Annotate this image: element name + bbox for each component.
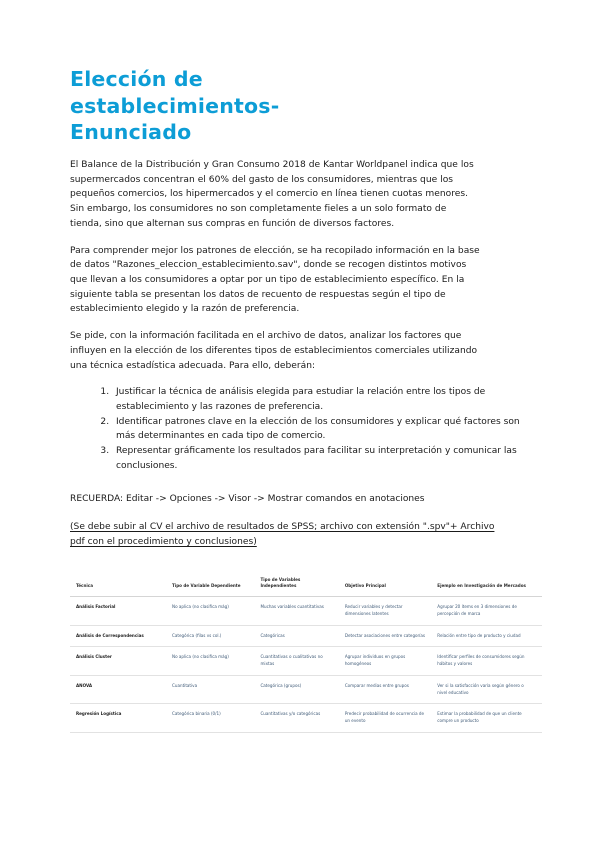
table-cell: Categóricas	[260, 625, 344, 647]
table-cell: Identificar perfiles de consumidores según hábitos y valores	[437, 647, 542, 676]
table-row	[70, 704, 542, 733]
table-cell: Comparar medias entre grupos	[345, 675, 437, 704]
table-cell: Estimar la probabilidad de que un cliente compre un producto	[437, 704, 542, 733]
table-body	[70, 597, 542, 733]
table-cell: Análisis Cluster	[70, 647, 172, 676]
techniques-table	[70, 568, 542, 733]
table-cell: Agrupar individuos en grupos homogéneos	[345, 647, 437, 676]
table-cell: Regresión Logística	[70, 704, 172, 733]
table-cell: Cuantitativas y/o categóricas	[260, 704, 344, 733]
table-cell: No aplica (no clasifica mág)	[172, 597, 260, 626]
table-cell: Detectar asociaciones entre categorías	[345, 625, 437, 647]
table-cell: Categórica (filas vs col.)	[172, 625, 260, 647]
table-cell: Análisis de Correspondencias	[70, 625, 172, 647]
table-row	[70, 597, 542, 626]
list-item: 1. Justificar la técnica de análisis elegida para estudiar la relación entre los tipos de establecimiento y las razones de preferencia.	[112, 385, 540, 414]
table-header-cell-tecnica: Técnica	[70, 568, 172, 597]
table-cell: Cuantitativas o cualitativas no mixtas	[260, 647, 344, 676]
table-cell: ANOVA	[70, 675, 172, 704]
table-header-cell-variable-dependiente: Tipo de Variable Dependiente	[172, 568, 260, 597]
table-header-cell-variables-independientes: Tipo de Variables Independientes	[260, 568, 344, 597]
table-cell: Reducir variables y detectar dimensiones latentes	[345, 597, 437, 626]
table-header-cell-ejemplo: Ejemplo en Investigación de Mercados	[437, 568, 542, 597]
task-list	[70, 385, 540, 473]
table-cell: Agrupar 20 ítems en 3 dimensiones de percepción de marca	[437, 597, 542, 626]
table-cell: Muchas variables cuantitativas	[260, 597, 344, 626]
table-cell: Cuantitativa	[172, 675, 260, 704]
table-cell: Predecir probabilidad de ocurrencia de un evento	[345, 704, 437, 733]
paragraph-dataset: Para comprender mejor los patrones de elección, se ha recopilado información en la base de datos "Razones_eleccion_establecimiento.sav", donde se recogen distintos motivos que llevan a los consumidores a optar por un tipo de establecimiento específico. En la siguiente tabla se presentan los datos de recuento de respuestas según el tipo de establecimiento elegido y la razón de preferencia.	[70, 245, 480, 315]
table-cell: Categórica (grupos)	[260, 675, 344, 704]
table-cell: Análisis Factorial	[70, 597, 172, 626]
page-title: Elección de establecimientos-Enunciado	[70, 67, 280, 145]
paragraph-task: Se pide, con la información facilitada en el archivo de datos, analizar los factores que influyen en la elección de los diferentes tipos de establecimientos comerciales utilizando una técnica estadística adecuada. Para ello, deberán:	[70, 331, 478, 371]
table-header-cell-objetivo: Objetivo Principal	[345, 568, 437, 597]
paragraph-intro: El Balance de la Distribución y Gran Consumo 2018 de Kantar Worldpanel indica que los supermercados concentran el 60% del gasto de los consumidores, mientras que los pequeños comercios, los hipermercados y el comercio en línea tienen cuotas menores. Sin embargo, los consumidores no son completamente fieles a un solo formato de tienda, sino que alternan sus compras en función de diversos factores.	[70, 159, 474, 229]
table-row	[70, 647, 542, 676]
submission-note: (Se debe subir al CV el archivo de resultados de SPSS; archivo con extensión ".spv"+ Archivo pdf con el procedimiento y conclusiones)	[70, 522, 495, 548]
table-row	[70, 675, 542, 704]
list-item: 2. Identificar patrones clave en la elección de los consumidores y explicar qué factores son más determinantes en cada tipo de comercio.	[112, 415, 540, 444]
table-cell: Relación entre tipo de producto y ciudad	[437, 625, 542, 647]
reminder-text: RECUERDA: Editar -> Opciones -> Visor -> Mostrar comandos en anotaciones	[70, 493, 425, 504]
table-cell: No aplica (no clasifica mág)	[172, 647, 260, 676]
table-cell: Ver si la satisfacción varía según género o nivel educativo	[437, 675, 542, 704]
table-header-row	[70, 568, 542, 597]
table-header	[70, 568, 542, 597]
list-item: 3. Representar gráficamente los resultados para facilitar su interpretación y comunicar las conclusiones.	[112, 444, 540, 473]
table-cell: Categórica binaria (0/1)	[172, 704, 260, 733]
table-row	[70, 625, 542, 647]
